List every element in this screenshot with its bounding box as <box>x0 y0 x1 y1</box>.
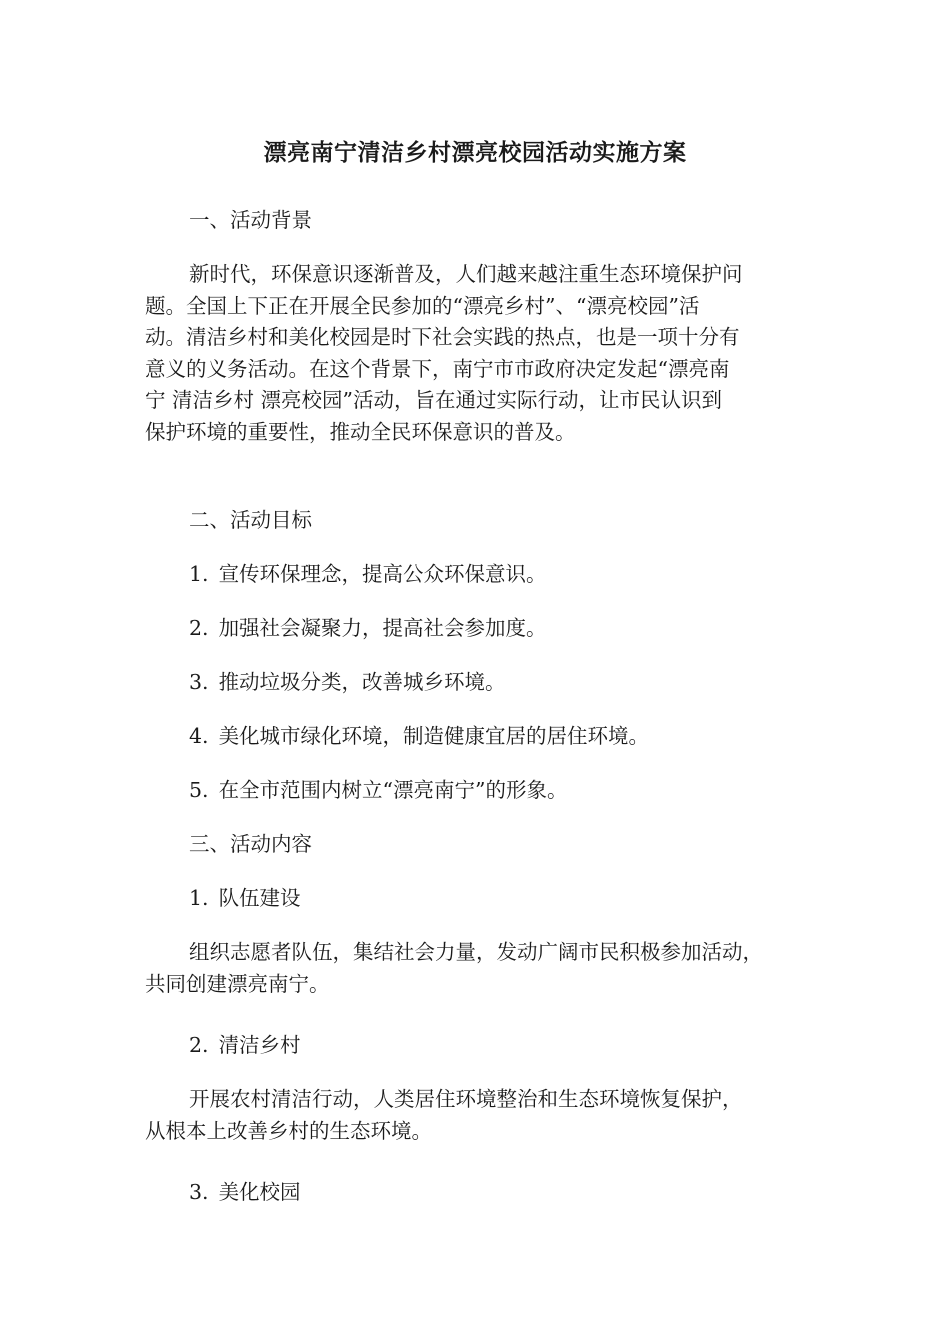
goal-number: 5. <box>189 778 209 802</box>
paragraph-line: 题。全国上下正在开展全民参加的“漂亮乡村”、“漂亮校园”活 <box>145 293 700 318</box>
subsection-title: 美化校园 <box>218 1180 301 1204</box>
paragraph-line: 新时代，环保意识逐渐普及，人们越来越注重生态环境保护问 <box>189 262 743 286</box>
goal-text: 美化城市绿化环境，制造健康宜居的居住环境。 <box>218 724 650 748</box>
goal-item <box>145 667 854 699</box>
goal-item <box>145 721 854 753</box>
goal-number: 3. <box>189 670 209 694</box>
subsection-heading <box>145 883 854 915</box>
paragraph-line: 意义的义务活动。在这个背景下，南宁市市政府决定发起“漂亮南 <box>145 356 730 381</box>
document-title: 漂亮南宁清洁乡村漂亮校园活动实施方案 <box>263 140 687 166</box>
goal-text: 在全市范围内树立“漂亮南宁”的形象。 <box>218 778 568 802</box>
team-paragraph <box>145 937 810 1000</box>
section-heading-background: 一、活动背景 <box>189 208 312 232</box>
subsection-heading <box>145 1030 854 1062</box>
subsection-number: 1. <box>189 886 209 910</box>
goal-text: 加强社会凝聚力，提高社会参加度。 <box>218 616 547 640</box>
goal-number: 1. <box>189 562 209 586</box>
goal-item <box>145 559 854 591</box>
paragraph-line: 开展农村清洁行动，人类居住环境整治和生态环境恢复保护， <box>189 1087 743 1111</box>
subsection-title: 清洁乡村 <box>218 1033 301 1057</box>
section-heading-content: 三、活动内容 <box>189 832 312 856</box>
goal-text: 宣传环保理念，提高公众环保意识。 <box>218 562 547 586</box>
goal-text: 推动垃圾分类，改善城乡环境。 <box>218 670 506 694</box>
village-paragraph <box>145 1084 810 1147</box>
paragraph-line: 组织志愿者队伍，集结社会力量，发动广阔市民积极参加活动， <box>189 940 763 964</box>
subsection-heading <box>145 1177 854 1209</box>
paragraph-line: 共同创建漂亮南宁。 <box>145 971 330 996</box>
subsection-number: 3. <box>189 1180 209 1204</box>
goal-item <box>145 775 854 807</box>
background-paragraph <box>145 259 810 449</box>
paragraph-line: 宁 清洁乡村 漂亮校园”活动，旨在通过实际行动，让市民认识到 <box>145 388 723 413</box>
subsection-title: 队伍建设 <box>218 886 301 910</box>
subsection-number: 2. <box>189 1033 209 1057</box>
paragraph-line: 从根本上改善乡村的生态环境。 <box>145 1118 432 1143</box>
goal-number: 4. <box>189 724 209 748</box>
goal-item <box>145 613 854 645</box>
paragraph-line: 保护环境的重要性，推动全民环保意识的普及。 <box>145 419 576 444</box>
section-heading-goals: 二、活动目标 <box>189 508 312 532</box>
goal-number: 2. <box>189 616 209 640</box>
paragraph-line: 动。清洁乡村和美化校园是时下社会实践的热点，也是一项十分有 <box>145 325 740 350</box>
